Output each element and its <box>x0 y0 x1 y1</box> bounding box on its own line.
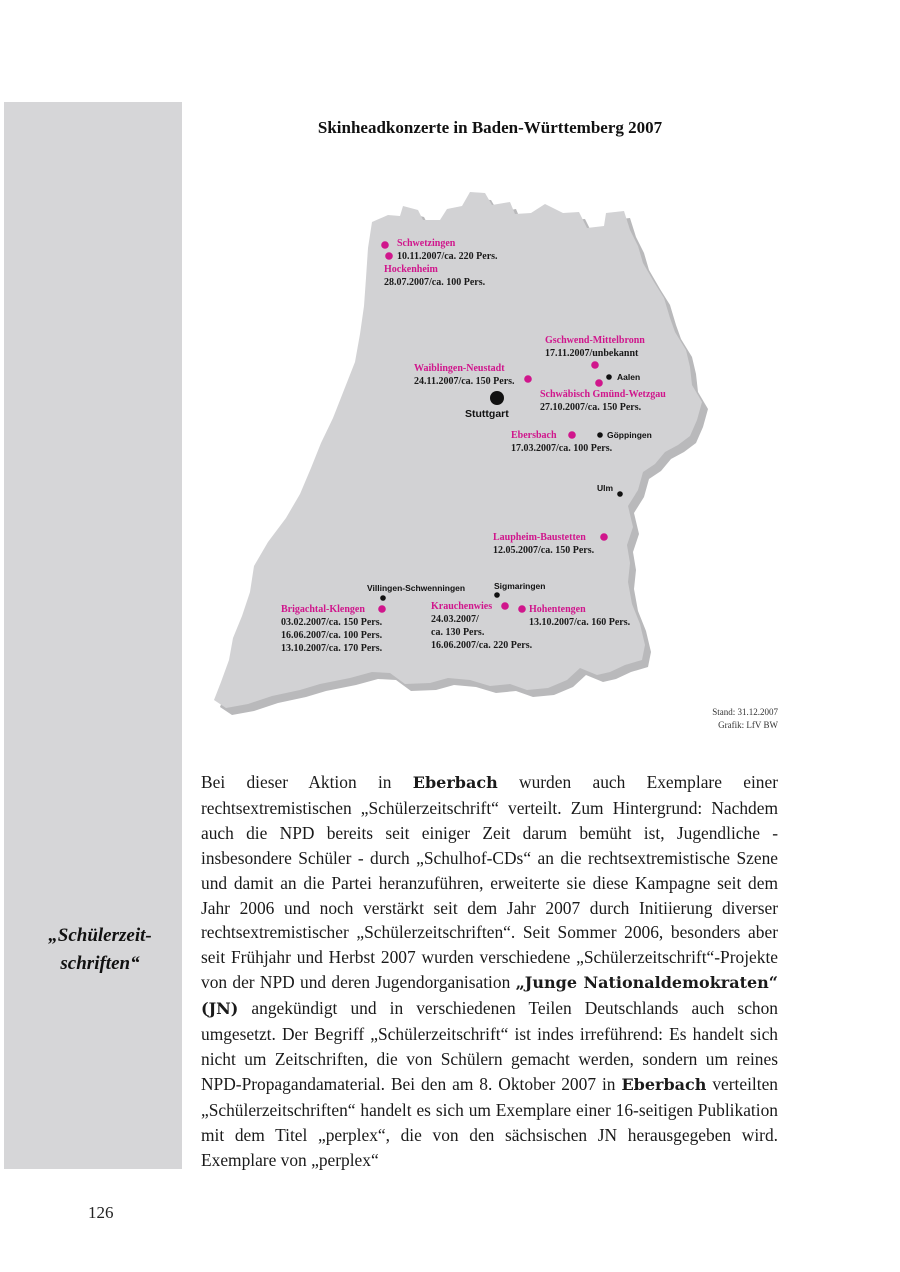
highlight-jn: „Junge Nationaldemokraten“ (JN) <box>201 973 779 1019</box>
event-detail-krauchenwies-2: ca. 130 Pers. <box>431 627 485 638</box>
baden-wuerttemberg-map <box>200 150 780 730</box>
event-label-gschwend: Gschwend-Mittelbronn <box>545 335 645 346</box>
event-label-brigachtal: Brigachtal-Klengen <box>281 604 365 615</box>
event-marker-schwetzingen <box>381 241 389 249</box>
body-text-2: wurden auch Exemplare einer rechtsextremistischen „Schülerzeitschrift“ verteilt. Zum Hintergrund: Nachdem auch die NPD bereits seit einiger Zeit darum bemüht ist, Jugendliche - insbesondere Schüler - durch „Schulhof-CDs“ an die rechtsextremistische Szene und damit an die Partei heranzuführen, erweiterte sie diese Kampagne seit dem Jahr 2006 und noch verstärkt seit dem Jahr 2007 durch Initiierung diverser rechtsextremistischer „Schülerzeitschriften“. Seit Sommer 2006, besonders aber seit Frühjahr und Herbst 2007 wurden verschiedene „Schülerzeitschrift“-Projekte von der NPD und deren Jugendorganisation <box>201 772 778 993</box>
event-detail-brigachtal-3: 13.10.2007/ca. 170 Pers. <box>281 643 383 654</box>
event-marker-laupheim <box>600 533 608 541</box>
figure-credit <box>712 706 778 732</box>
event-label-ebersbach: Ebersbach <box>511 430 557 441</box>
credit-source: Grafik: LfV BW <box>718 720 778 730</box>
event-marker-brigachtal <box>378 605 386 613</box>
city-label-aalen: Aalen <box>617 372 641 382</box>
city-dot-goeppingen <box>597 432 603 438</box>
body-paragraph <box>201 770 778 1173</box>
event-label-krauchenwies: Krauchenwies <box>431 601 493 612</box>
city-label-stuttgart: Stuttgart <box>465 408 509 420</box>
city-label-villingen: Villingen-Schwenningen <box>367 583 466 593</box>
city-label-goeppingen: Göppingen <box>607 430 652 440</box>
city-dot-ulm <box>617 491 623 497</box>
event-label-schwetzingen: Schwetzingen <box>397 238 456 249</box>
margin-note-line-1: „Schülerzeit- <box>48 925 152 946</box>
event-label-gmuend: Schwäbisch Gmünd-Wetzgau <box>540 389 666 400</box>
event-detail-gmuend: 27.10.2007/ca. 150 Pers. <box>540 402 642 413</box>
city-dot-stuttgart <box>490 391 504 405</box>
event-detail-brigachtal-1: 03.02.2007/ca. 150 Pers. <box>281 617 383 628</box>
city-label-ulm: Ulm <box>597 483 614 493</box>
event-detail-waiblingen: 24.11.2007/ca. 150 Pers. <box>414 376 515 387</box>
city-label-sigmaringen: Sigmaringen <box>494 581 546 591</box>
city-dot-sigmaringen <box>494 592 500 598</box>
event-label-waiblingen: Waiblingen-Neustadt <box>414 363 505 374</box>
event-marker-hockenheim <box>385 252 393 260</box>
event-detail-laupheim: 12.05.2007/ca. 150 Pers. <box>493 545 595 556</box>
event-detail-gschwend: 17.11.2007/unbekannt <box>545 348 639 359</box>
highlight-eberbach-1: Eberbach <box>412 773 498 792</box>
event-marker-waiblingen <box>524 375 532 383</box>
event-marker-gmuend <box>595 379 603 387</box>
figure-title: Skinheadkonzerte in Baden-Württemberg 2007 <box>317 118 663 137</box>
event-label-hockenheim: Hockenheim <box>384 264 438 275</box>
event-label-hohentengen: Hohentengen <box>529 604 586 615</box>
margin-note-line-2: schriften“ <box>60 953 140 974</box>
event-marker-krauchenwies <box>501 602 509 610</box>
event-detail-ebersbach: 17.03.2007/ca. 100 Pers. <box>511 443 613 454</box>
margin-band <box>4 102 182 1169</box>
event-detail-krauchenwies-3: 16.06.2007/ca. 220 Pers. <box>431 640 533 651</box>
event-marker-hohentengen <box>518 605 526 613</box>
event-detail-brigachtal-2: 16.06.2007/ca. 100 Pers. <box>281 630 383 641</box>
page-number: 126 <box>88 1203 114 1222</box>
credit-date: Stand: 31.12.2007 <box>712 707 778 717</box>
margin-note <box>30 922 170 978</box>
body-text-3: angekündigt und in verschiedenen Teilen Deutschlands auch schon umgesetzt. Der Begriff „Schülerzeitschrift“ ist indes irreführend: Es handelt sich nicht um Zeitschriften, die von Schülern gemacht werden, sondern um reines NPD-Propagandamaterial. Bei den am 8. Oktober 2007 in <box>201 998 778 1094</box>
event-detail-schwetzingen: 10.11.2007/ca. 220 Pers. <box>397 251 498 262</box>
body-text-4: verteilten „Schülerzeitschriften“ handelt es sich um Exemplare einer 16-seitigen Publikation mit dem Titel „perplex“, die von den sächsischen JN herausgegeben wird. Exemplare von „perplex“ <box>201 1073 778 1170</box>
body-text-1: Bei dieser Aktion in <box>201 772 413 792</box>
event-detail-krauchenwies-1: 24.03.2007/ <box>431 614 479 625</box>
event-marker-ebersbach <box>568 431 576 439</box>
highlight-eberbach-2: Eberbach <box>621 1074 707 1094</box>
event-detail-hockenheim: 28.07.2007/ca. 100 Pers. <box>384 277 486 288</box>
city-dot-villingen <box>380 595 386 601</box>
event-marker-gschwend <box>591 361 599 369</box>
event-label-laupheim: Laupheim-Baustetten <box>493 532 586 543</box>
event-detail-hohentengen: 13.10.2007/ca. 160 Pers. <box>529 617 631 628</box>
city-dot-aalen <box>606 374 612 380</box>
